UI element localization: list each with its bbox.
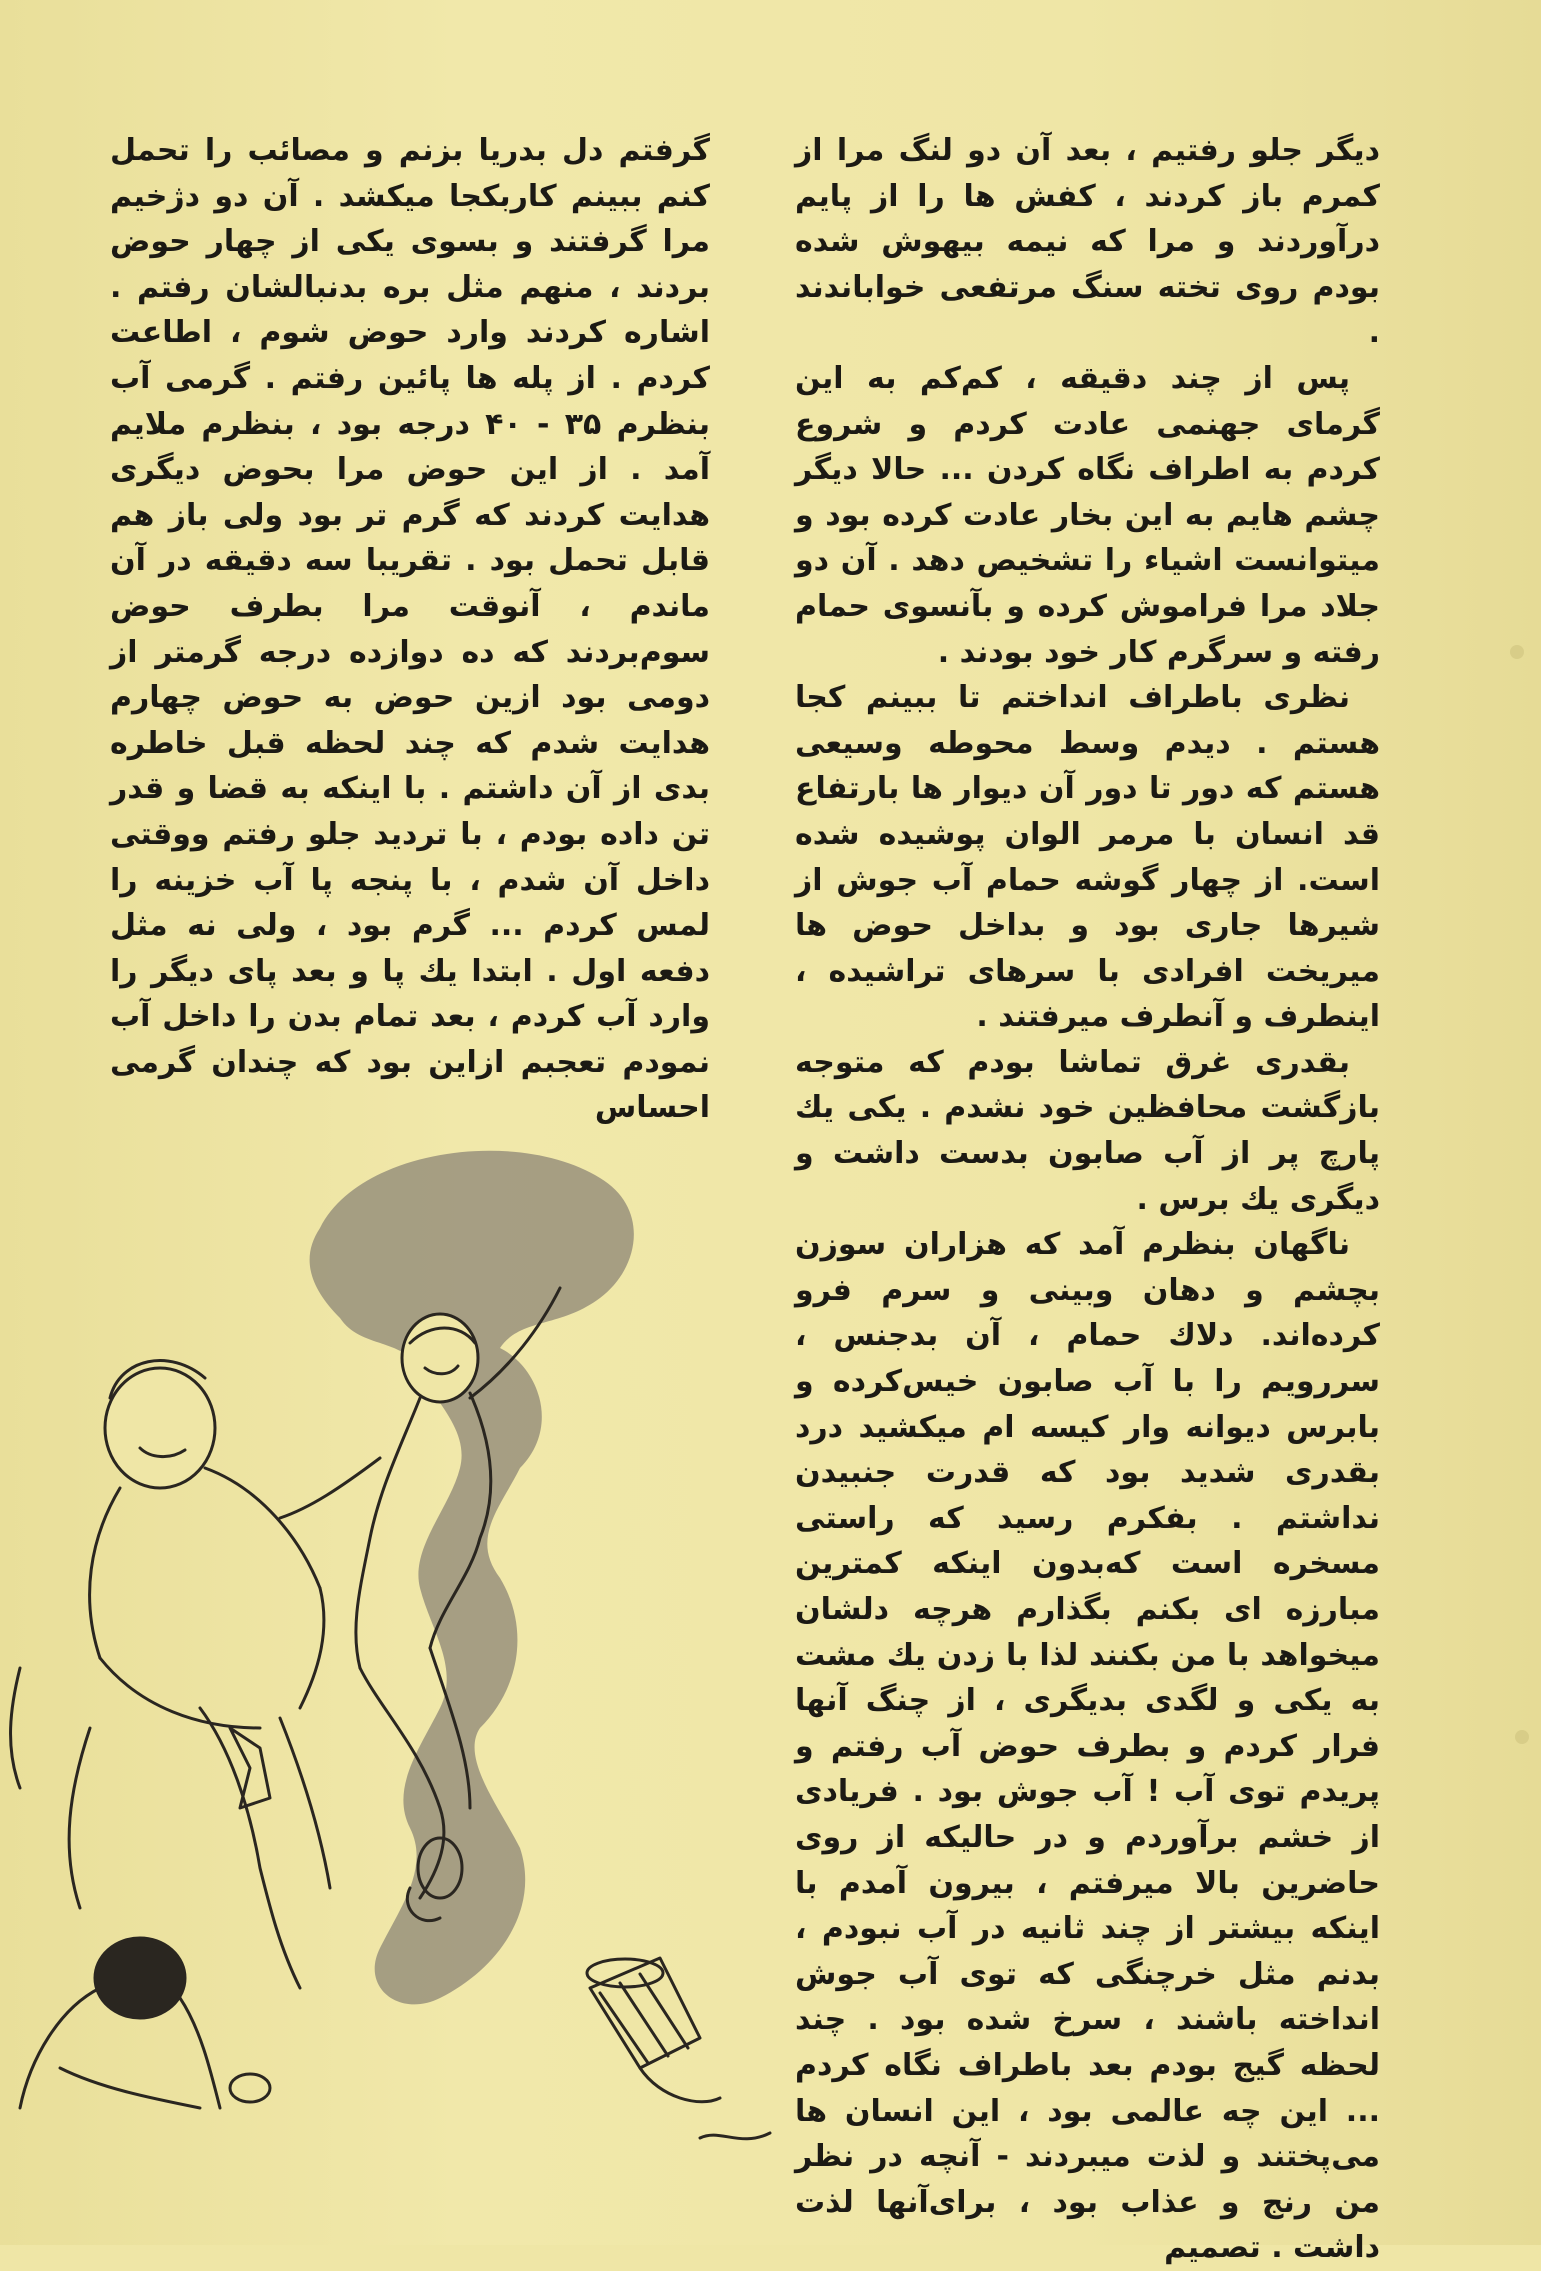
bucket-icon (587, 1958, 720, 2102)
paragraph: ناگهان بنظرم آمد که هزاران سوزن بچشم و دهان وبینی و سرم فرو کرده‌اند. دلاك حمام ، آن بدجنس ، سررویم را با آب صابون خیس‌کرده و بابرس دیوانه وار کیسه ام میکشید درد بقدری شدید بود که قدرت جنبیدن نداشتم . بفکرم رسید که راستی مسخره است که‌بدون اینکه کمترین مبارزه ای بکنم بگذارم هرچه دلشان میخواهد با من بکنند لذا با زدن یك مشت به یکی و لگدی بدیگری ، از چنگ آنها فرار کردم و بطرف حوض آب رفتم و پریدم توی آب ! آب جوش بود . فریادی از خشم برآوردم و در حالیکه از روی حاضرین بالا میرفتم ، بیرون آمدم با اینکه بیشتر از چند ثانیه در آب نبودم ، بدنم مثل خرچنگی که توی آب جوش انداخته باشند ، سرخ شده بود . چند لحظه گیج بودم بعد باطراف نگاه کردم ... این چه عالمی بود ، این انسان ها می‌پختند و لذت میبردند - آنچه در نظر من رنج و عذاب بود ، برای‌آنها لذت داشت . تصمیم (795, 1227, 1380, 2266)
paragraph: پس از چند دقیقه ، کم‌کم به این گرمای جهنمی عادت کردم و شروع کردم به اطراف نگاه کردن ... حالا دیگر چشم هایم به این بخار عادت کرده بود و میتوانست اشیاء را تشخیص دهد . آن دو جلاد مرا فراموش کرده و بآنسوی حمام رفته و سرگرم کار خود بودند . (795, 360, 1380, 670)
right-text-column (795, 128, 1380, 2271)
bathhouse-scene-illustration (0, 1108, 790, 2168)
large-figure (11, 1361, 330, 1988)
crouching-figure (20, 1938, 270, 2108)
paragraph: گرفتم دل بدریا بزنم و مصائب را تحمل کنم ببینم کاربکجا میکشد . آن دو دژخیم مرا گرفتند و بسوی یکی از چهار حوض بردند ، منهم مثل بره بدنبالشان رفتم . اشاره کردند وارد حوض شوم ، اطاعت کردم . از پله ها پائین رفتم . گرمی آب بنظرم ۳۵ - ۴۰ درجه بود ، بنظرم ملایم آمد . از این حوض مرا بحوض دیگری هدایت کردند که گرم تر بود ولی باز هم قابل تحمل بود . تقریبا سه دقیقه در آن ماندم ، آنوقت مرا بطرف حوض سوم‌بردند که ده دوازده درجه گرمتر از دومی بود ازین حوض به حوض چهارم هدایت شدم که چند لحظه قبل خاطره بدی از آن داشتم . با اینکه به قضا و قدر تن داده بودم ، با تردید جلو رفتم ووقتی داخل آن شدم ، با پنجه پا آب خزینه را لمس کردم ... گرم بود ، ولی نه مثل دفعه اول . ابتدا یك پا و بعد پای دیگر را وارد آب کردم ، بعد تمام بدن را داخل آب نمودم تعجبم ازاین بود که چندان گرمی احساس (110, 133, 711, 1126)
steam-cloud (310, 1151, 634, 2005)
paragraph: نظری باطراف انداختم تا ببینم کجا هستم . دیدم وسط محوطه وسیعی هستم که دور تا دور آن دیوار ها بارتفاع قد انسان با مرمر الوان پوشیده شده است. از چهار گوشه حمام آب جوش از شیرها جاری بود و بداخل حوض ها میریخت افرادی با سرهای تراشیده ، اینطرف و آنطرف میرفتند . (795, 680, 1380, 1035)
page-mark (1510, 645, 1524, 659)
page-mark (1515, 1730, 1529, 1744)
paragraph: دیگر جلو رفتیم ، بعد آن دو لنگ مرا از کمرم باز کردند ، کفش ها را از پایم درآوردند و مرا که نیمه بیهوش شده بودم روی تخته سنگ مرتفعی خواباندند . (795, 133, 1380, 351)
left-text-column (110, 128, 710, 1131)
paragraph: بقدری غرق تماشا بودم که متوجه بازگشت محافظین خود نشدم . یکی یك پارچ پر از آب صابون بدست داشت و دیگری یك برس . (795, 1044, 1380, 1217)
